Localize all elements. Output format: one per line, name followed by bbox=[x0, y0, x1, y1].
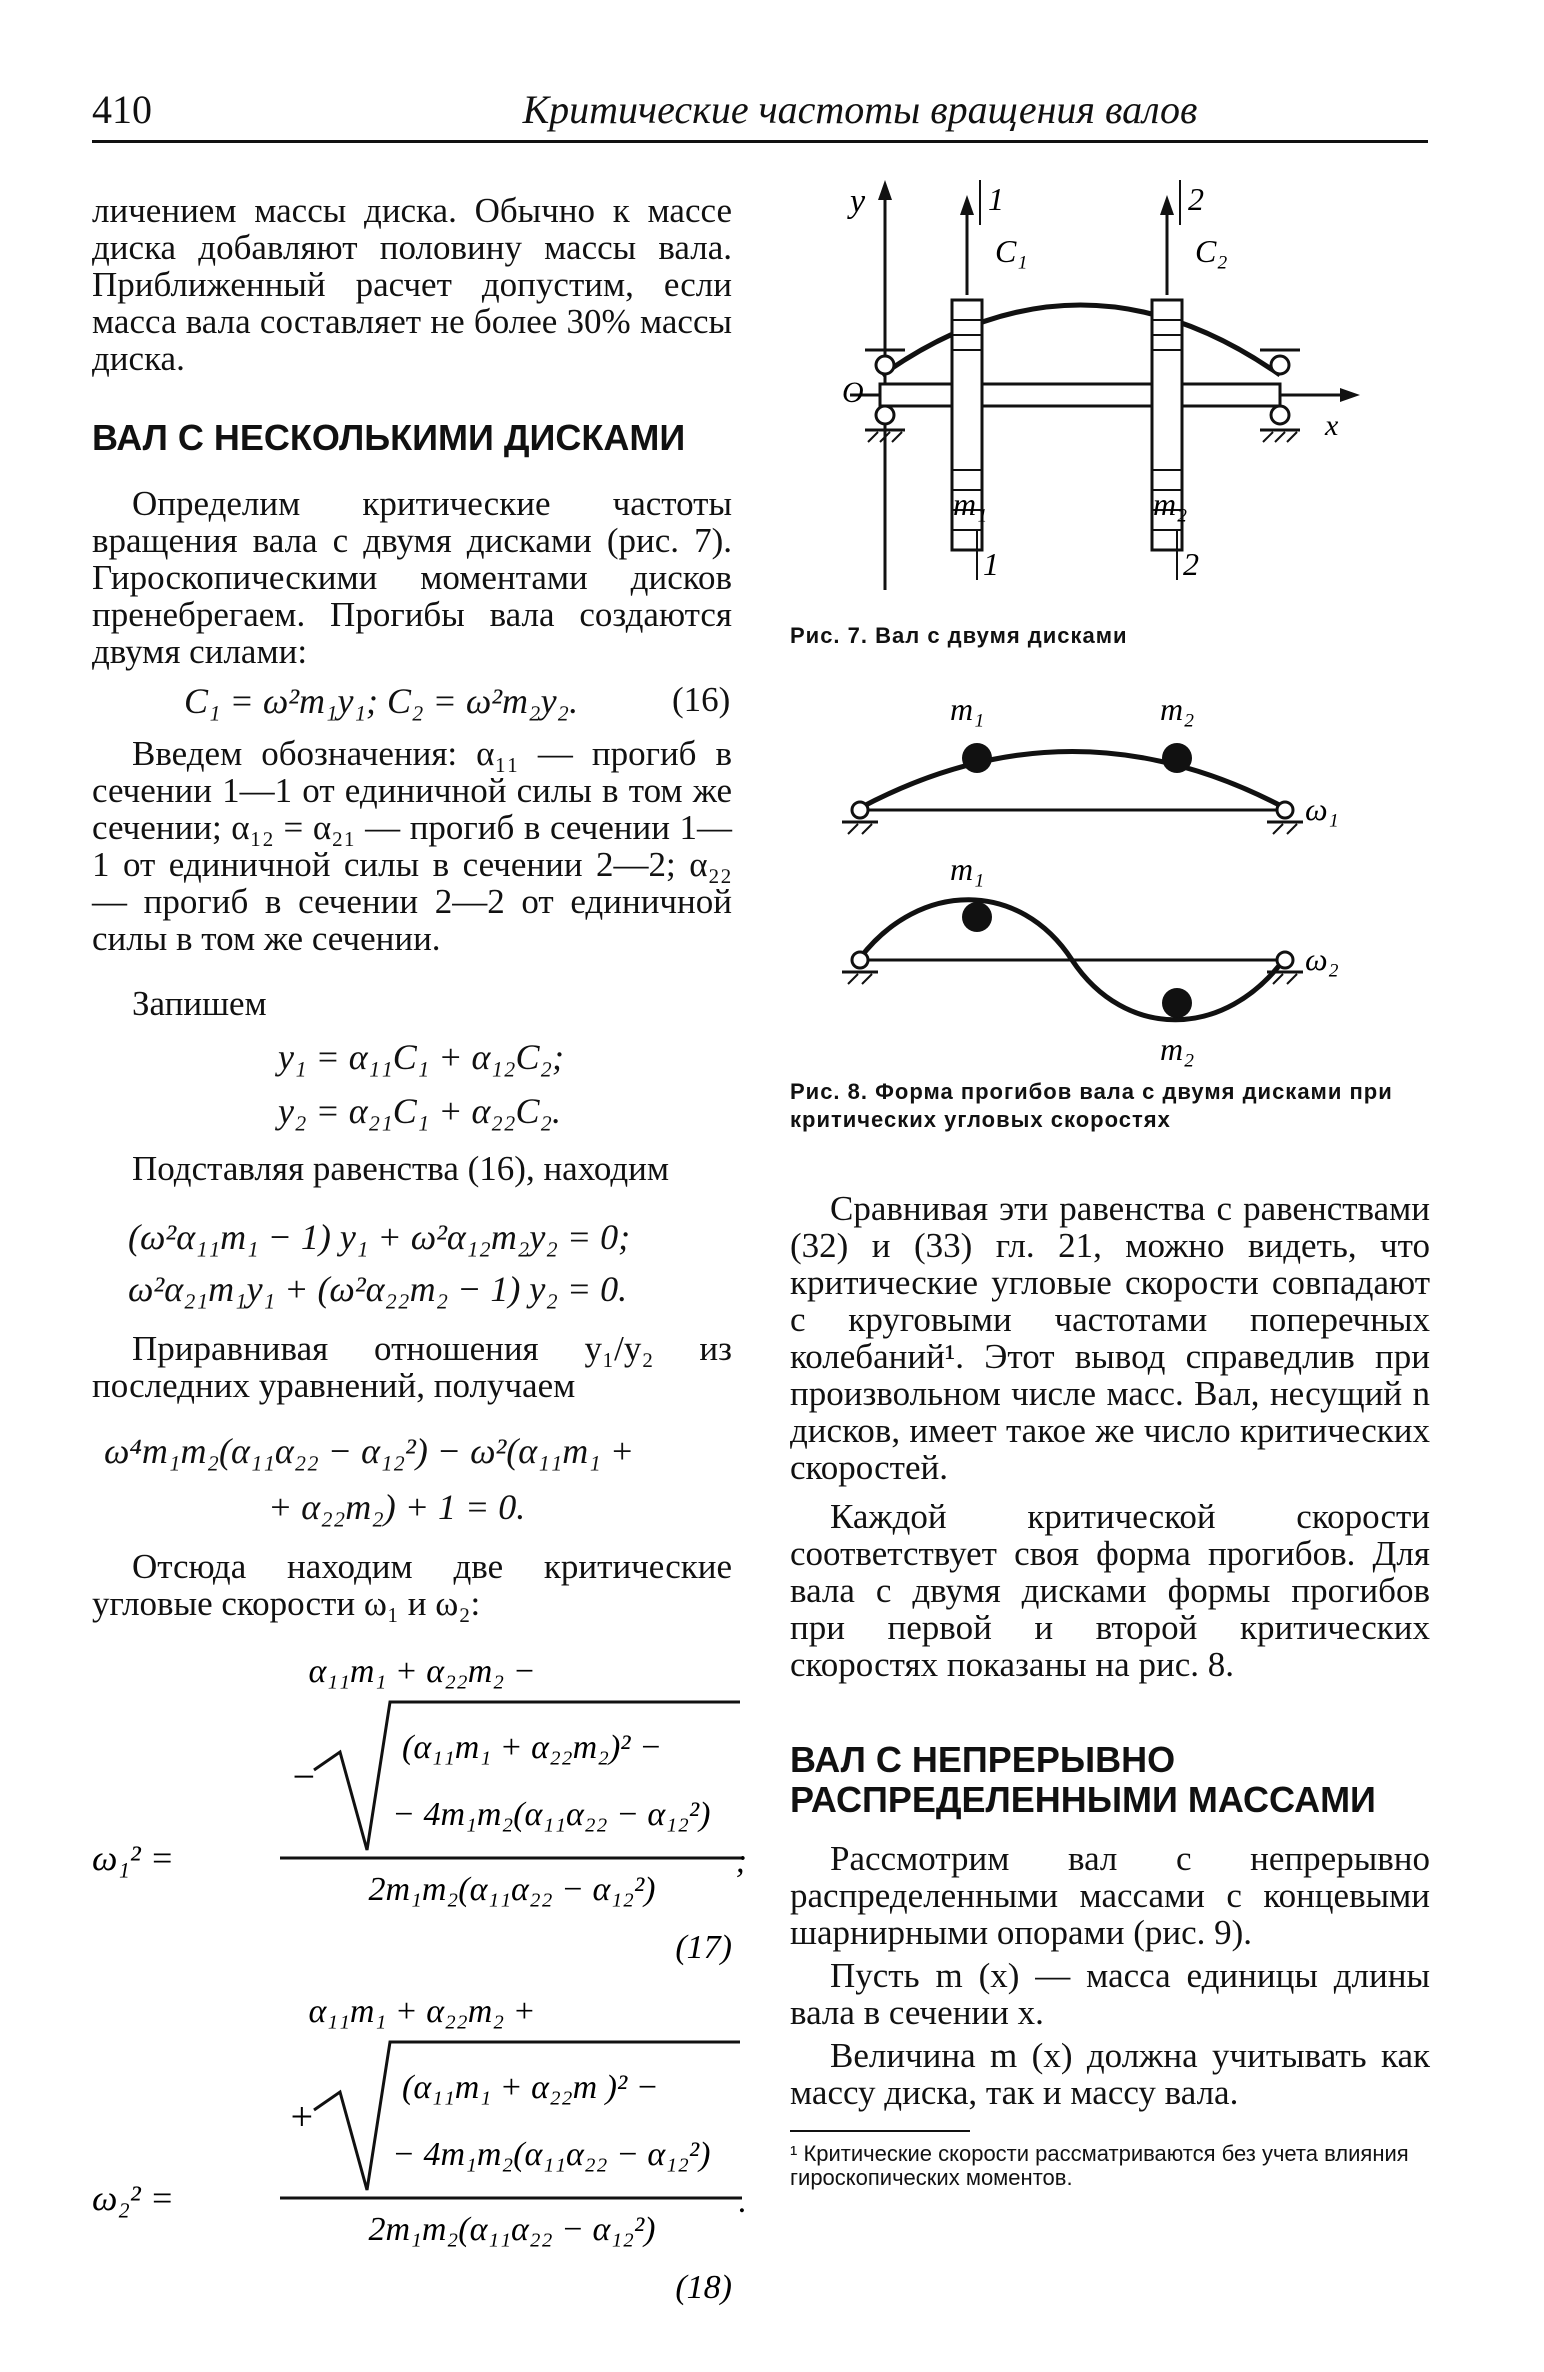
hinge bbox=[1271, 356, 1289, 374]
section-heading: ВАЛ С НЕСКОЛЬКИМИ ДИСКАМИ bbox=[92, 417, 686, 458]
equation-number: (18) bbox=[675, 2269, 732, 2306]
right-column bbox=[790, 1190, 1430, 1683]
header-rule bbox=[92, 140, 1428, 143]
equation: y₁ = α₁₁C₁ + α₁₂C₂; bbox=[278, 1037, 564, 1077]
equation-number: (16) bbox=[672, 680, 731, 719]
equation: + α₂₂m₂) + 1 = 0. bbox=[268, 1487, 526, 1527]
ground-hatch bbox=[862, 824, 872, 834]
mass-m2 bbox=[1162, 988, 1192, 1018]
hinge bbox=[1277, 952, 1293, 968]
hinge bbox=[876, 406, 894, 424]
left-column bbox=[92, 735, 732, 957]
ground-hatch bbox=[892, 432, 902, 442]
numerator-top: α₁₁m₁ + α₂₂m₂ − bbox=[308, 1653, 536, 1690]
equation: y₂ = α₂₁C₁ + α₂₂C₂. bbox=[278, 1091, 561, 1131]
paragraph: Сравнивая эти равенства с равенствами (32) и (33) гл. 21, можно видеть, что критические угловые скорости совпадают с круговыми частотами поперечных колебаний¹. Этот вывод справедлив при произвольном числе масс. Вал, несущий n дисков, имеет такое же число критических скоростей. bbox=[790, 1189, 1430, 1487]
equation-16: C₁ = ω²m₁y₁; C₂ = ω²m₂y₂. bbox=[184, 681, 579, 721]
footnote-rule bbox=[790, 2130, 970, 2132]
label-m2: m₂ bbox=[1160, 1031, 1195, 1067]
label-c2: C₂ bbox=[1195, 233, 1228, 269]
hinge bbox=[852, 952, 868, 968]
paragraph: личением массы диска. Обычно к массе диска добавляют половину массы вала. Приближенный расчет допустим, если масса вала составляет не более 30% массы диска. bbox=[92, 191, 732, 378]
radicand-line-2: − 4m₁m₂(α₁₁α₂₂ − α₁₂²) bbox=[392, 2136, 711, 2173]
mass-m2 bbox=[1162, 743, 1192, 773]
first-mode-curve bbox=[860, 752, 1285, 809]
ground-hatch bbox=[848, 824, 858, 834]
paragraph: Подставляя равенства (16), находим bbox=[132, 1149, 670, 1188]
ground-hatch bbox=[1287, 432, 1297, 442]
hinge bbox=[1271, 406, 1289, 424]
denominator: 2m₁m₂(α₁₁α₂₂ − α₁₂²) bbox=[368, 1871, 656, 1908]
equation: ω⁴m₁m₂(α₁₁α₂₂ − α₁₂²) − ω²(α₁₁m₁ + bbox=[104, 1431, 635, 1471]
formula-17 bbox=[92, 1640, 752, 1970]
paragraph: Рассмотрим вал с непрерывно распределенными массами с концевыми шарнирными опорами (рис. 9). bbox=[790, 1839, 1430, 1952]
ground-hatch bbox=[848, 974, 858, 984]
denominator: 2m₁m₂(α₁₁α₂₂ − α₁₂²) bbox=[368, 2211, 656, 2248]
equation: ω²α₂₁m₁y₁ + (ω²α₂₂m₂ − 1) y₂ = 0. bbox=[128, 1269, 628, 1309]
terminator: ; bbox=[735, 1843, 747, 1880]
label-m1: m₁ bbox=[953, 486, 988, 522]
ground-hatch bbox=[862, 974, 872, 984]
arrowhead bbox=[1160, 195, 1174, 215]
shaft bbox=[880, 384, 1280, 406]
sign: + bbox=[288, 2094, 315, 2139]
label-m2: m₂ bbox=[1153, 486, 1188, 522]
label-m1: m₁ bbox=[950, 851, 985, 887]
left-column bbox=[92, 485, 732, 670]
ground-hatch bbox=[868, 432, 878, 442]
lhs: ω₂² = bbox=[92, 2178, 175, 2218]
hinge bbox=[852, 802, 868, 818]
figure-7-caption: Рис. 7. Вал с двумя дисками bbox=[790, 623, 1128, 648]
ground-hatch bbox=[1287, 974, 1297, 984]
figure-8-deflection-shapes bbox=[820, 680, 1400, 1080]
section-label: 1 bbox=[983, 546, 999, 582]
paragraph: Введем обозначения: α₁₁ — прогиб в сечении 1—1 от единичной силы в том же сечении; α₁₂ = α₂₁ — прогиб в сечении 1—1 от единичной силы в сечении 2—2; α₂₂ — прогиб в сечении 2—2 от единичной силы в том же сечении. bbox=[92, 734, 732, 958]
ground-hatch bbox=[1273, 824, 1283, 834]
paragraph: Запишем bbox=[132, 984, 267, 1023]
label-omega2: ω₂ bbox=[1305, 941, 1339, 977]
paragraph: Отсюда находим две критические угловые скорости ω₁ и ω₂: bbox=[92, 1547, 732, 1623]
section-label: 2 bbox=[1183, 546, 1199, 582]
paragraph: Приравнивая отношения y₁/y₂ из последних уравнений, получаем bbox=[92, 1329, 732, 1405]
ground-hatch bbox=[1275, 432, 1285, 442]
hinge bbox=[876, 356, 894, 374]
radicand-line-2: − 4m₁m₂(α₁₁α₂₂ − α₁₂²) bbox=[392, 1796, 711, 1833]
section-heading: ВАЛ С НЕПРЕРЫВНО РАСПРЕДЕЛЕННЫМИ МАССАМИ bbox=[790, 1739, 1376, 1820]
y-axis-arrow bbox=[878, 180, 892, 200]
ground-hatch bbox=[1287, 824, 1297, 834]
running-title: Критические частоты вращения валов bbox=[522, 87, 1198, 132]
page-number: 410 bbox=[92, 87, 152, 132]
paragraph: Каждой критической скорости соответствует своя форма прогибов. Для вала с двумя дисками формы прогибов при первой и второй критических скоростях показаны на рис. 8. bbox=[790, 1497, 1430, 1684]
section-label: 2 bbox=[1188, 181, 1204, 217]
radicand-line-1: (α₁₁m₁ + α₂₂m₂)² − bbox=[402, 1729, 662, 1766]
mass-m1 bbox=[962, 743, 992, 773]
mass-m1 bbox=[962, 902, 992, 932]
equation-number: (17) bbox=[675, 1929, 732, 1966]
x-axis-arrow bbox=[1340, 388, 1360, 402]
terminator: . bbox=[738, 2183, 747, 2220]
left-column bbox=[92, 1330, 732, 1404]
paragraph: Величина m (x) должна учитывать как массу диска, так и массу вала. bbox=[790, 2036, 1430, 2112]
figure-8-caption: Рис. 8. Форма прогибов вала с двумя дисками при критических угловых скоростях bbox=[790, 1079, 1393, 1132]
hinge bbox=[1277, 802, 1293, 818]
section-label: 1 bbox=[988, 181, 1004, 217]
left-column bbox=[92, 1150, 732, 1187]
paragraph: Пусть m (x) — масса единицы длины вала в сечении x. bbox=[790, 1956, 1430, 2032]
sign: − bbox=[290, 1754, 317, 1799]
footnote: ¹ Критические скорости рассматриваются без учета влияния гироскопических моментов. bbox=[790, 2141, 1409, 2190]
label-c1: C₁ bbox=[995, 233, 1028, 269]
arrowhead bbox=[960, 195, 974, 215]
paragraph: Определим критические частоты вращения вала с двумя дисками (рис. 7). Гироскопическими моментами дисков пренебрегаем. Прогибы вала создаются двумя силами: bbox=[92, 484, 732, 671]
right-column bbox=[790, 1840, 1430, 2111]
label-omega1: ω₁ bbox=[1305, 791, 1339, 827]
lhs: ω₁² = bbox=[92, 1838, 175, 1878]
deflection-curve bbox=[882, 305, 1280, 375]
radicand-line-1: (α₁₁m₁ + α₂₂m )² − bbox=[402, 2069, 659, 2106]
ground-hatch bbox=[1263, 432, 1273, 442]
label-m1: m₁ bbox=[950, 691, 985, 727]
numerator-top: α₁₁m₁ + α₂₂m₂ + bbox=[308, 1993, 536, 2030]
label-y: y bbox=[850, 183, 866, 220]
figure-7-shaft-with-two-disks bbox=[790, 170, 1430, 600]
label-m2: m₂ bbox=[1160, 691, 1195, 727]
ground-hatch bbox=[1273, 974, 1283, 984]
label-x: x bbox=[1325, 409, 1339, 442]
equation: (ω²α₁₁m₁ − 1) y₁ + ω²α₁₂m₂y₂ = 0; bbox=[128, 1217, 631, 1257]
label-origin: O bbox=[842, 376, 864, 409]
left-column bbox=[92, 1548, 732, 1622]
left-column bbox=[92, 192, 732, 377]
formula-18 bbox=[92, 1980, 752, 2310]
